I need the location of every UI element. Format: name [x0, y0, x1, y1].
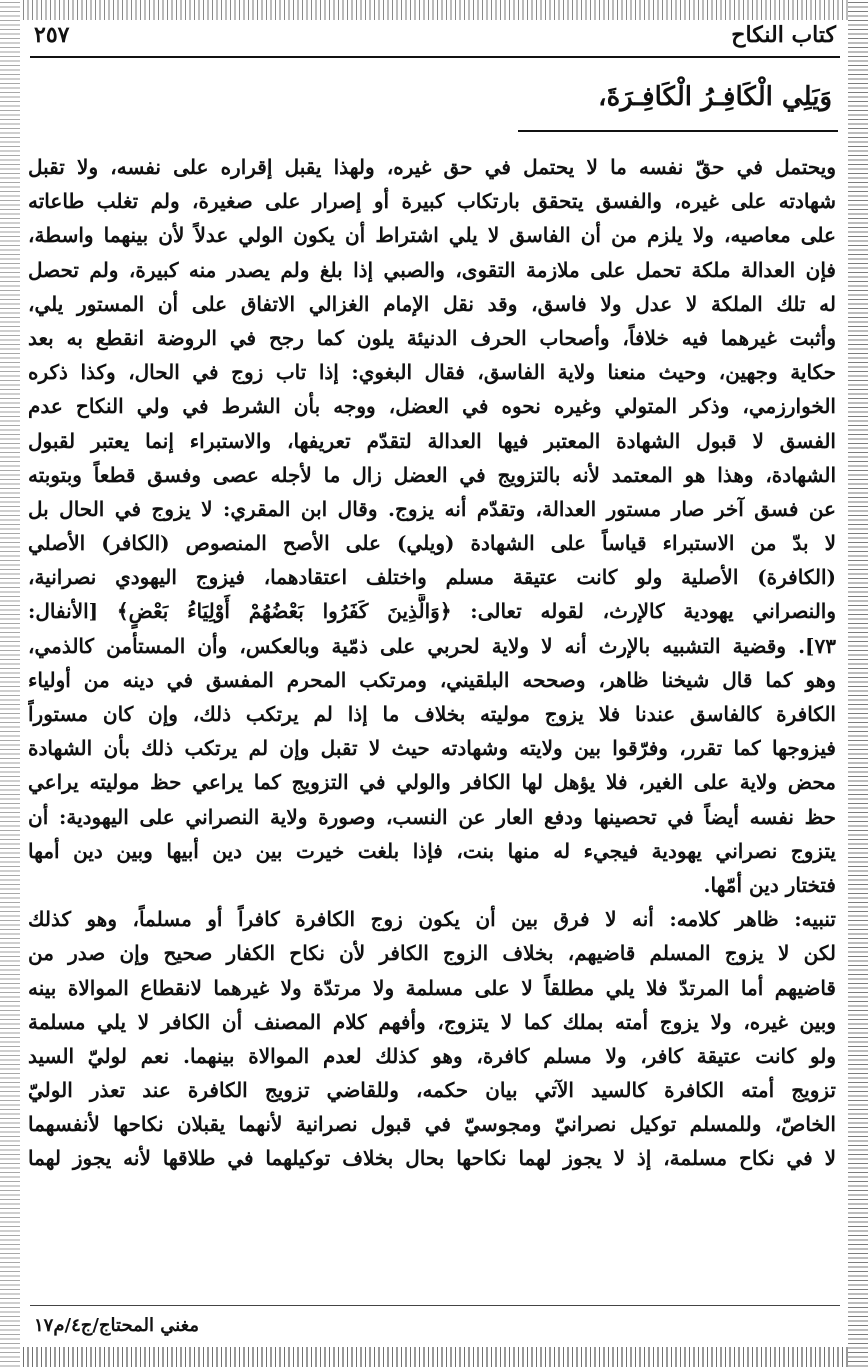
matn-quote: وَيَلِي الْكَافِـرُ الْكَافِـرَةَ، — [598, 82, 832, 112]
text-line: حظ نفسه أيضاً في تحصينها ودفع العار عن النسب، وصورة ولاية النصراني على اليهودية: أن — [28, 804, 836, 829]
text-line-paragraph-end: فتختار دين أمّها. — [703, 872, 836, 897]
text-line: فيزوجها كما تقرر، وفرّقوا بين ولايته وشهادته حيث لا تقبل وإن لم يرتكب ذلك بأن الشهادة — [28, 736, 836, 761]
header-rule — [30, 56, 840, 58]
text-line: عن فسق آخر صار مستور العدالة، وتقدّم أنه يزوج. وقال ابن المقري: لا يزوج في الحال بل — [28, 496, 836, 521]
ornamental-border-left — [0, 0, 20, 1367]
text-line: حكاية وجهين، وحيث منعنا ولاية الفاسق، فقال البغوي: إذا تاب زوج في الحال، وكذا ذكره — [28, 360, 836, 385]
text-line: لا بدّ من الاستبراء قياساً على الشهادة (ويلي) على الأصح المنصوص (الكافر) الأصلي — [28, 531, 836, 556]
text-line: ويحتمل في حقّ نفسه ما لا يحتمل في حق غيره، ولهذا يقبل إقراره على نفسه، ولا تقبل — [28, 155, 836, 179]
text-line: ٧٣]. وقضية التشبيه بالإرث أنه لا ولاية لحربي على ذمّية وبالعكس، وأن المستأمن كالذمي، — [28, 633, 836, 658]
footer-signature: مغني المحتاج/ج٤/م١٧ — [34, 1315, 199, 1336]
chapter-title: كتاب النكاح — [731, 22, 836, 48]
text-line: الفسق لا قبول الشهادة المعتبر فيها العدالة لتقدّم تعريفها، والاستبراء إنما يعتبر لقبول — [28, 428, 836, 453]
page-number: ٢٥٧ — [34, 22, 70, 48]
text-line: يتزوج نصراني يهودية فيجيء له منها بنت، فإذا بلغت خيرت بين دين أبيها وبين دين أمها — [28, 838, 836, 863]
body-text — [28, 150, 836, 1176]
ornamental-border-bottom — [0, 1347, 868, 1367]
quote-rule — [518, 130, 838, 132]
text-line: لكن لا يزوج المسلم قاضيهم، بخلاف الزوج الكافر لأن نكاح الكفار صحيح وإن صدر من — [28, 941, 836, 966]
text-line: (الكافرة) الأصلية ولو كانت عتيقة مسلم واختلف اعتقادهما، فيزوج اليهودي نصرانية، — [28, 565, 836, 590]
text-line: قاضيهم أما المرتدّ فلا يلي مطلقاً لا على مسلمة ولا مرتدّة ولا غيرهما لانقطاع الموالاة بينه — [28, 975, 836, 1000]
text-line: والنصراني يهودية كالإرث، لقوله تعالى: ﴿وَالَّذِينَ كَفَرُوا بَعْضُهُمْ أَوْلِيَاءُ بَعْضٍ﴾ [الأنفال: — [28, 599, 836, 624]
text-line: له تلك الملكة لا عدل ولا فاسق، وقد نقل الإمام الغزالي الاتفاق على أن المستور يلي، — [28, 291, 836, 316]
ornamental-border-right — [848, 0, 868, 1367]
text-line-note-start: تنبيه: ظاهر كلامه: أنه لا فرق بين أن يكون زوج الكافرة كافراً أو مسلماً، وهو كذلك — [28, 907, 836, 932]
page — [22, 20, 846, 1347]
text-line: الشهادة، وهذا هو المعتمد لأنه بالتزويج في العضل زال ما لأجله عصى وفسق قطعاً وبتوبته — [28, 462, 836, 487]
text-line: وأثبت غيرهما فيه خلافاً، وأصحاب الحرف الدنيئة يلون كما رجح في الروضة انقطع به بعد — [28, 325, 836, 350]
text-line: ولو كانت عتيقة كافر، ولا مسلم كافرة، وهو كذلك لعدم الموالاة بينهما. نعم لوليّ السيد — [28, 1043, 836, 1068]
text-line: الكافرة كالفاسق عندنا فلا يزوج موليته بخلاف ما إذا لم يرتكب ذلك، وإن كان مستوراً — [28, 702, 836, 726]
ornamental-border-top — [0, 0, 868, 20]
text-line: الخاصّ، وللمسلم توكيل نصرانيّ ومجوسيّ في قبول نصرانية لأنهما يقبلان نكاحها لأنفسهما — [28, 1112, 836, 1137]
running-header — [30, 22, 840, 50]
text-line: الخوارزمي، وذكر المتولي وغيره نحوه في العضل، ووجه بأن الشرط في ولي النكاح عدم — [28, 394, 836, 419]
text-line: شهادته على غيره، والفسق يتحقق بارتكاب كبيرة أو إصرار على صغيرة، ولم تغلب طاعاته — [28, 189, 836, 214]
text-line: على معاصيه، ولا يلزم من أن الفاسق لا يلي اشتراط أن يكون الولي عدلاً لأن بينهما واسطة، — [28, 223, 836, 248]
text-line: وبين غيره، ولا يزوج أمته بملك كما لا يتزوج، وأفهم كلام المصنف أن الكافر لا يلي مسلمة — [28, 1009, 836, 1034]
footer-rule — [30, 1305, 840, 1306]
text-line: لا في نكاح مسلمة، إذ لا يجوز لهما نكاحها بحال بخلاف توكيلهما في طلاقها لأنه يجوز لهما — [28, 1146, 836, 1171]
text-line: وهو كما قال شيخنا ظاهر، وصححه البلقيني، ومرتكب المحرم المفسق في دينه من أولياء — [28, 667, 836, 692]
text-line: تزويج أمته الكافرة كالسيد الآتي بيان حكمه، وللقاضي تزويج الكافرة عند تعذر الوليّ — [28, 1078, 836, 1103]
text-line: فإن العدالة ملكة تحمل على ملازمة التقوى، والصبي إذا بلغ ولم يصدر منه كبيرة، ولم تحصل — [28, 257, 836, 282]
text-line: محض ولاية على الغير، فلا يؤهل لها الكافر والولي في التزويج كما يراعي حظ موليته يراعي — [28, 770, 836, 795]
